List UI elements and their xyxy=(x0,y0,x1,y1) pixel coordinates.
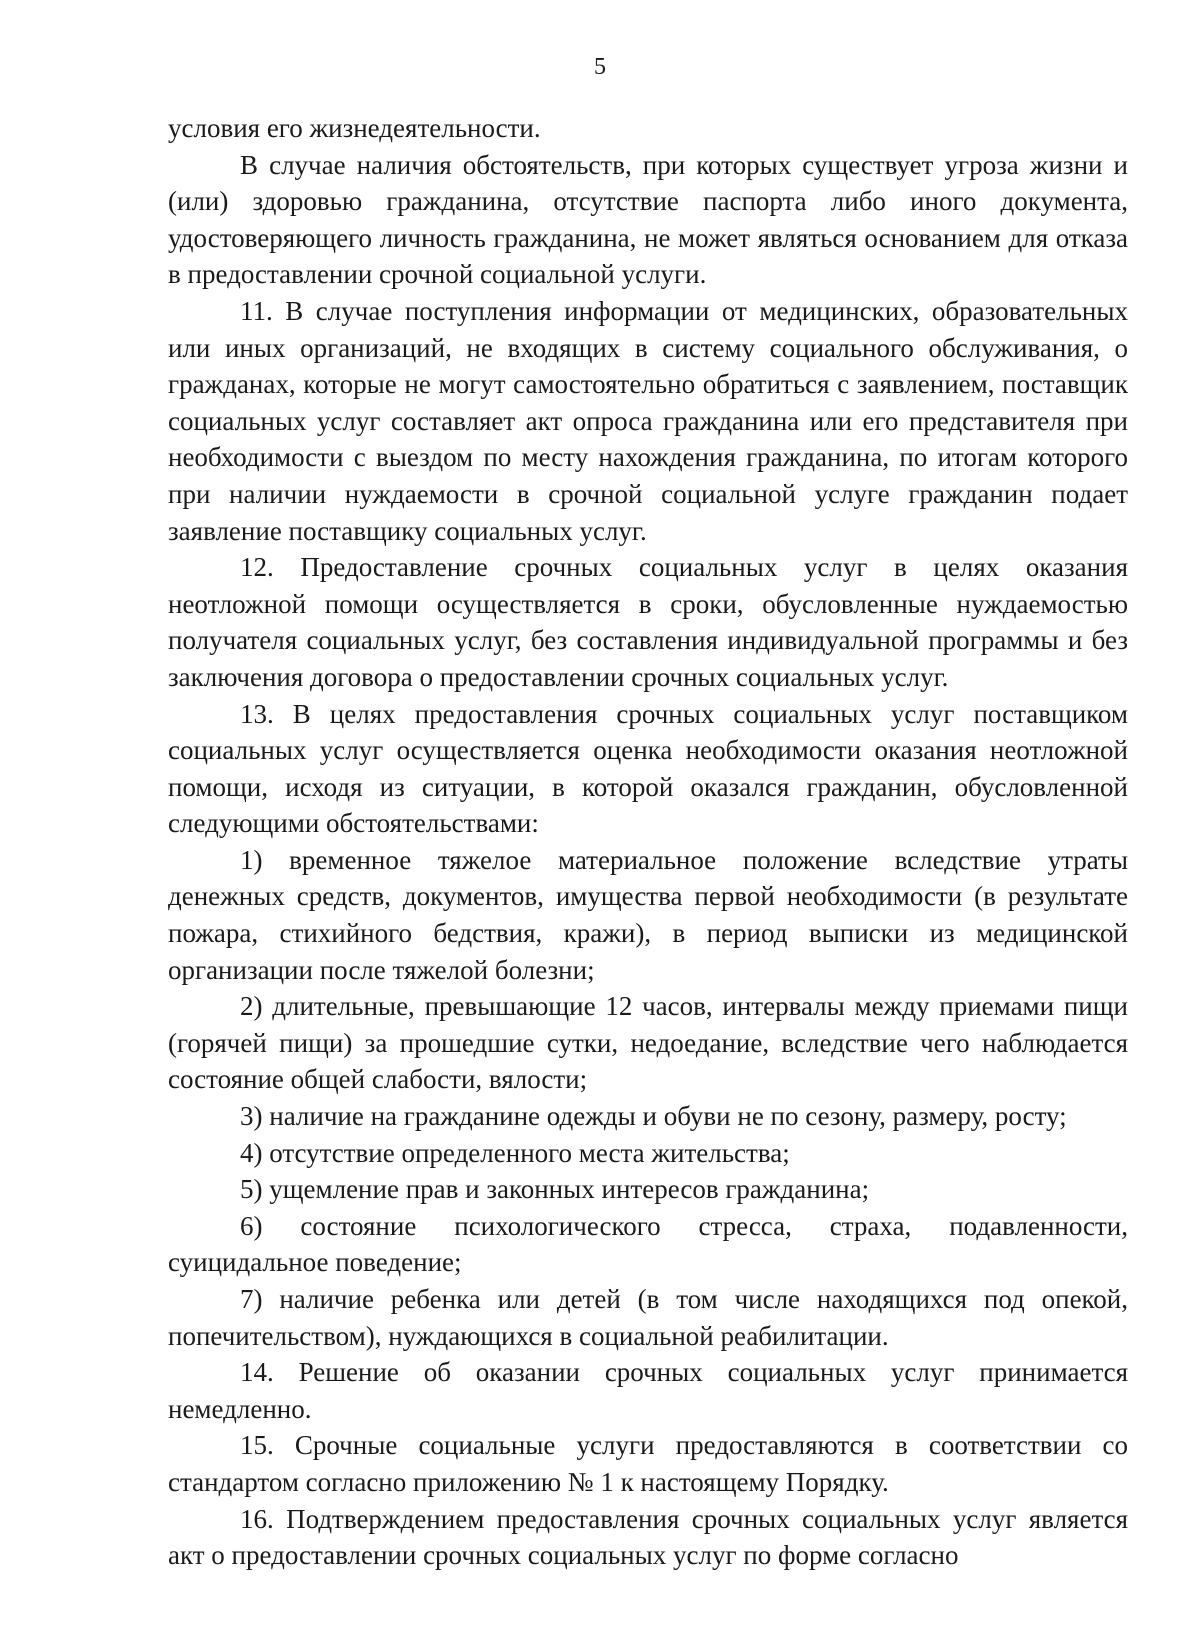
list-item-5: 5) ущемление прав и законных интересов гражданина; xyxy=(240,1174,870,1205)
paragraph-item-12: 12. Предоставление срочных социальных услуг в целях оказания неотложной помощи осуществляется в сроки, обусловленные нуждаемостью получателя социальных услуг, без составления индивидуальной программы и без заключения договора о предоставлении срочных социальных услуг. xyxy=(168,552,1128,692)
list-item-6: 6) состояние психологического стресса, страха, подавленности, суицидальное поведение; xyxy=(168,1210,1128,1278)
list-item-7: 7) наличие ребенка или детей (в том числе находящихся под опекой, попечительством), нуждающихся в социальной реабилитации. xyxy=(168,1284,1128,1351)
list-item-1: 1) временное тяжелое материальное положение вследствие утраты денежных средств, документов, имущества первой необходимости (в результате пожара, стихийного бедствия, кражи), в период выписки из медицинской организации после тяжелой болезни; xyxy=(168,844,1128,985)
paragraph-item-13: 13. В целях предоставления срочных социальных услуг поставщиком социальных услуг осуществляется оценка необходимости оказания неотложной помощи, исходя из ситуации, в которой оказался гражданин, обусловленной следующими обстоятельствами: xyxy=(168,698,1128,839)
paragraph-passport-exception: В случае наличия обстоятельств, при которых существует угроза жизни и (или) здоровью гражданина, отсутствие паспорта либо иного документа, удостоверяющего личность гражданина, не может являться основанием для отказа в предоставлении срочной социальной услуги. xyxy=(168,149,1128,290)
document-body xyxy=(168,110,1128,1574)
list-item-2: 2) длительные, превышающие 12 часов, интервалы между приемами пищи (горячей пищи) за прошедшие сутки, недоедание, вследствие чего наблюдается состояние общей слабости, вялости; xyxy=(168,991,1128,1095)
paragraph-item-11: 11. В случае поступления информации от медицинских, образовательных или иных организаций, не входящих в систему социального обслуживания, о гражданах, которые не могут самостоятельно обратиться с заявлением, поставщик социальных услуг составляет акт опроса гражданина или его представителя при необходимости с выездом по месту нахождения гражданина, по итогам которого при наличии нуждаемости в срочной социальной услуге гражданин подает заявление поставщику социальных услуг. xyxy=(168,295,1128,546)
list-item-4: 4) отсутствие определенного места жительства; xyxy=(240,1137,790,1168)
list-item-3: 3) наличие на гражданине одежды и обуви не по сезону, размеру, росту; xyxy=(240,1101,1067,1132)
page-number: 5 xyxy=(594,54,606,80)
paragraph-item-14: 14. Решение об оказании срочных социальных услуг принимается немедленно. xyxy=(168,1357,1128,1424)
paragraph-continuation: условия его жизнедеятельности. xyxy=(168,113,541,143)
paragraph-item-15: 15. Срочные социальные услуги предоставляются в соответствии со стандартом согласно приложению № 1 к настоящему Порядку. xyxy=(168,1430,1128,1497)
paragraph-item-16: 16. Подтверждением предоставления срочных социальных услуг является акт о предоставлении срочных социальных услуг по форме согласно xyxy=(168,1503,1128,1571)
